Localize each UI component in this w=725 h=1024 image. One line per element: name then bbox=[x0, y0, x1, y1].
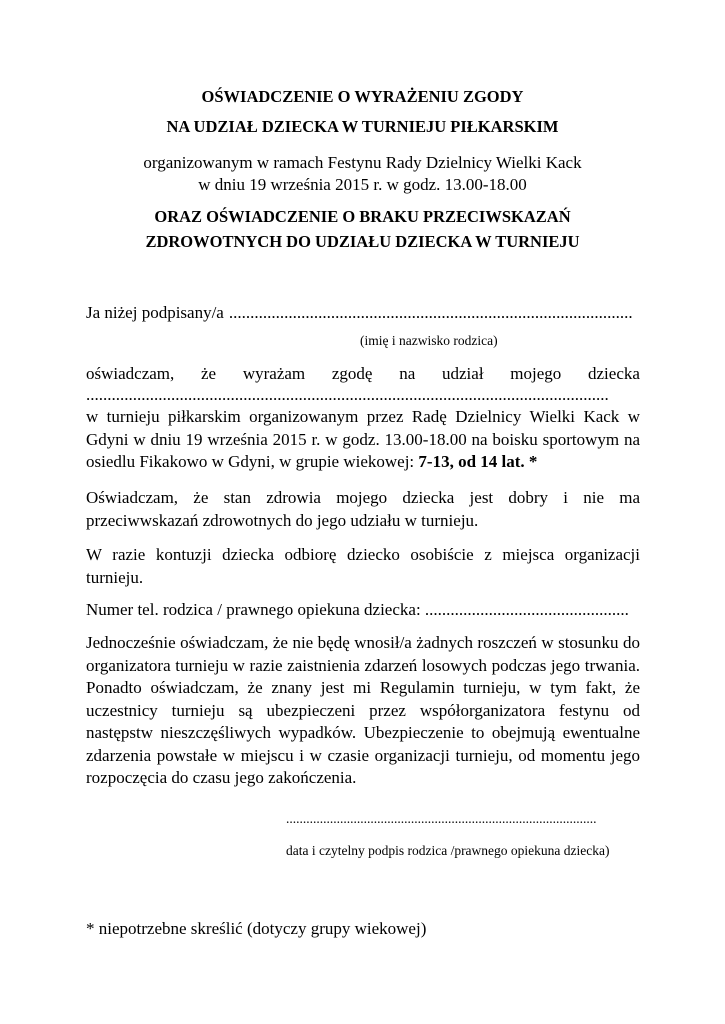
signer-name-caption: (imię i nazwisko rodzica) bbox=[360, 333, 498, 348]
health-paragraph: Oświadczam, że stan zdrowia mojego dziecka jest dobry i nie ma przeciwwskazań zdrowotnych do jego udziału w turnieju. bbox=[86, 488, 640, 530]
consent-word: oświadczam, bbox=[86, 364, 175, 383]
consent-word: mojego bbox=[510, 364, 562, 383]
signature-field[interactable]: ............................................................................................ bbox=[286, 811, 597, 826]
phone-label: Numer tel. rodzica / prawnego opiekuna dziecka: bbox=[86, 600, 421, 619]
consent-statement-row bbox=[86, 363, 640, 386]
document-title-line-1: OŚWIADCZENIE O WYRAŻENIU ZGODY bbox=[201, 87, 524, 106]
signature-caption: data i czytelny podpis rodzica /prawnego opiekuna dziecka) bbox=[286, 843, 610, 858]
event-info-line-2: w dniu 19 września 2015 r. w godz. 13.00-18.00 bbox=[198, 175, 527, 194]
consent-word: że bbox=[201, 364, 217, 383]
phone-row bbox=[86, 599, 640, 622]
age-groups-suffix: . * bbox=[520, 452, 538, 471]
subtitle-line-1: ORAZ OŚWIADCZENIE O BRAKU PRZECIWSKAZAŃ bbox=[154, 207, 571, 226]
age-groups: 7-13, od 14 lat bbox=[418, 452, 521, 471]
injury-paragraph: W razie kontuzji dziecka odbiorę dziecko osobiście z miejsca organizacji turnieju. bbox=[86, 545, 640, 587]
document-title-line-2: NA UDZIAŁ DZIECKA W TURNIEJU PIŁKARSKIM bbox=[166, 117, 559, 136]
liability-paragraph: Jednocześnie oświadczam, że nie będę wnosił/a żadnych roszczeń w stosunku do organizatora turnieju w razie zaistnienia zdarzeń losowych podczas jego trwania. Ponadto oświadczam, że znany jest mi Regulamin turnieju, w tym fakt, że uczestnicy turnieju są ubezpieczeni przez współorganizatora festynu od następstw nieszczęśliwych wypadków. Ubezpieczenie to obejmują ewentualne zdarzenia powstałe w miejscu i w czasie organizacji turnieju, od momentu jego rozpoczęcia do czasu jego zakończenia. bbox=[86, 633, 640, 787]
signer-name-field[interactable]: ............................................................................................... bbox=[228, 303, 633, 322]
consent-word: dziecka bbox=[588, 364, 640, 383]
child-name-field[interactable]: ........................................................................................................................... bbox=[86, 385, 609, 404]
consent-text: w turnieju piłkarskim organizowanym przez Radę Dzielnicy Wielki Kack w Gdyni w dniu 19 września 2015 r. w godz. 13.00-18.00 na boisku sportowym na osiedlu Fikakowo w Gdyni, w grupie wiekowej: bbox=[86, 407, 640, 471]
signer-name-row bbox=[86, 302, 640, 325]
consent-word: zgodę bbox=[331, 364, 373, 383]
signer-label: Ja niżej podpisany/a bbox=[86, 303, 224, 322]
child-name-row bbox=[86, 384, 640, 407]
consent-word: udział bbox=[442, 364, 484, 383]
consent-word: wyrażam bbox=[242, 364, 306, 383]
phone-field[interactable]: ................................................ bbox=[424, 600, 629, 619]
consent-paragraph bbox=[86, 406, 640, 474]
event-info-line-1: organizowanym w ramach Festynu Rady Dzielnicy Wielki Kack bbox=[143, 153, 582, 172]
subtitle-line-2: ZDROWOTNYCH DO UDZIAŁU DZIECKA W TURNIEJU bbox=[145, 232, 580, 251]
footnote: * niepotrzebne skreślić (dotyczy grupy wiekowej) bbox=[86, 919, 427, 938]
consent-word: na bbox=[399, 364, 416, 383]
